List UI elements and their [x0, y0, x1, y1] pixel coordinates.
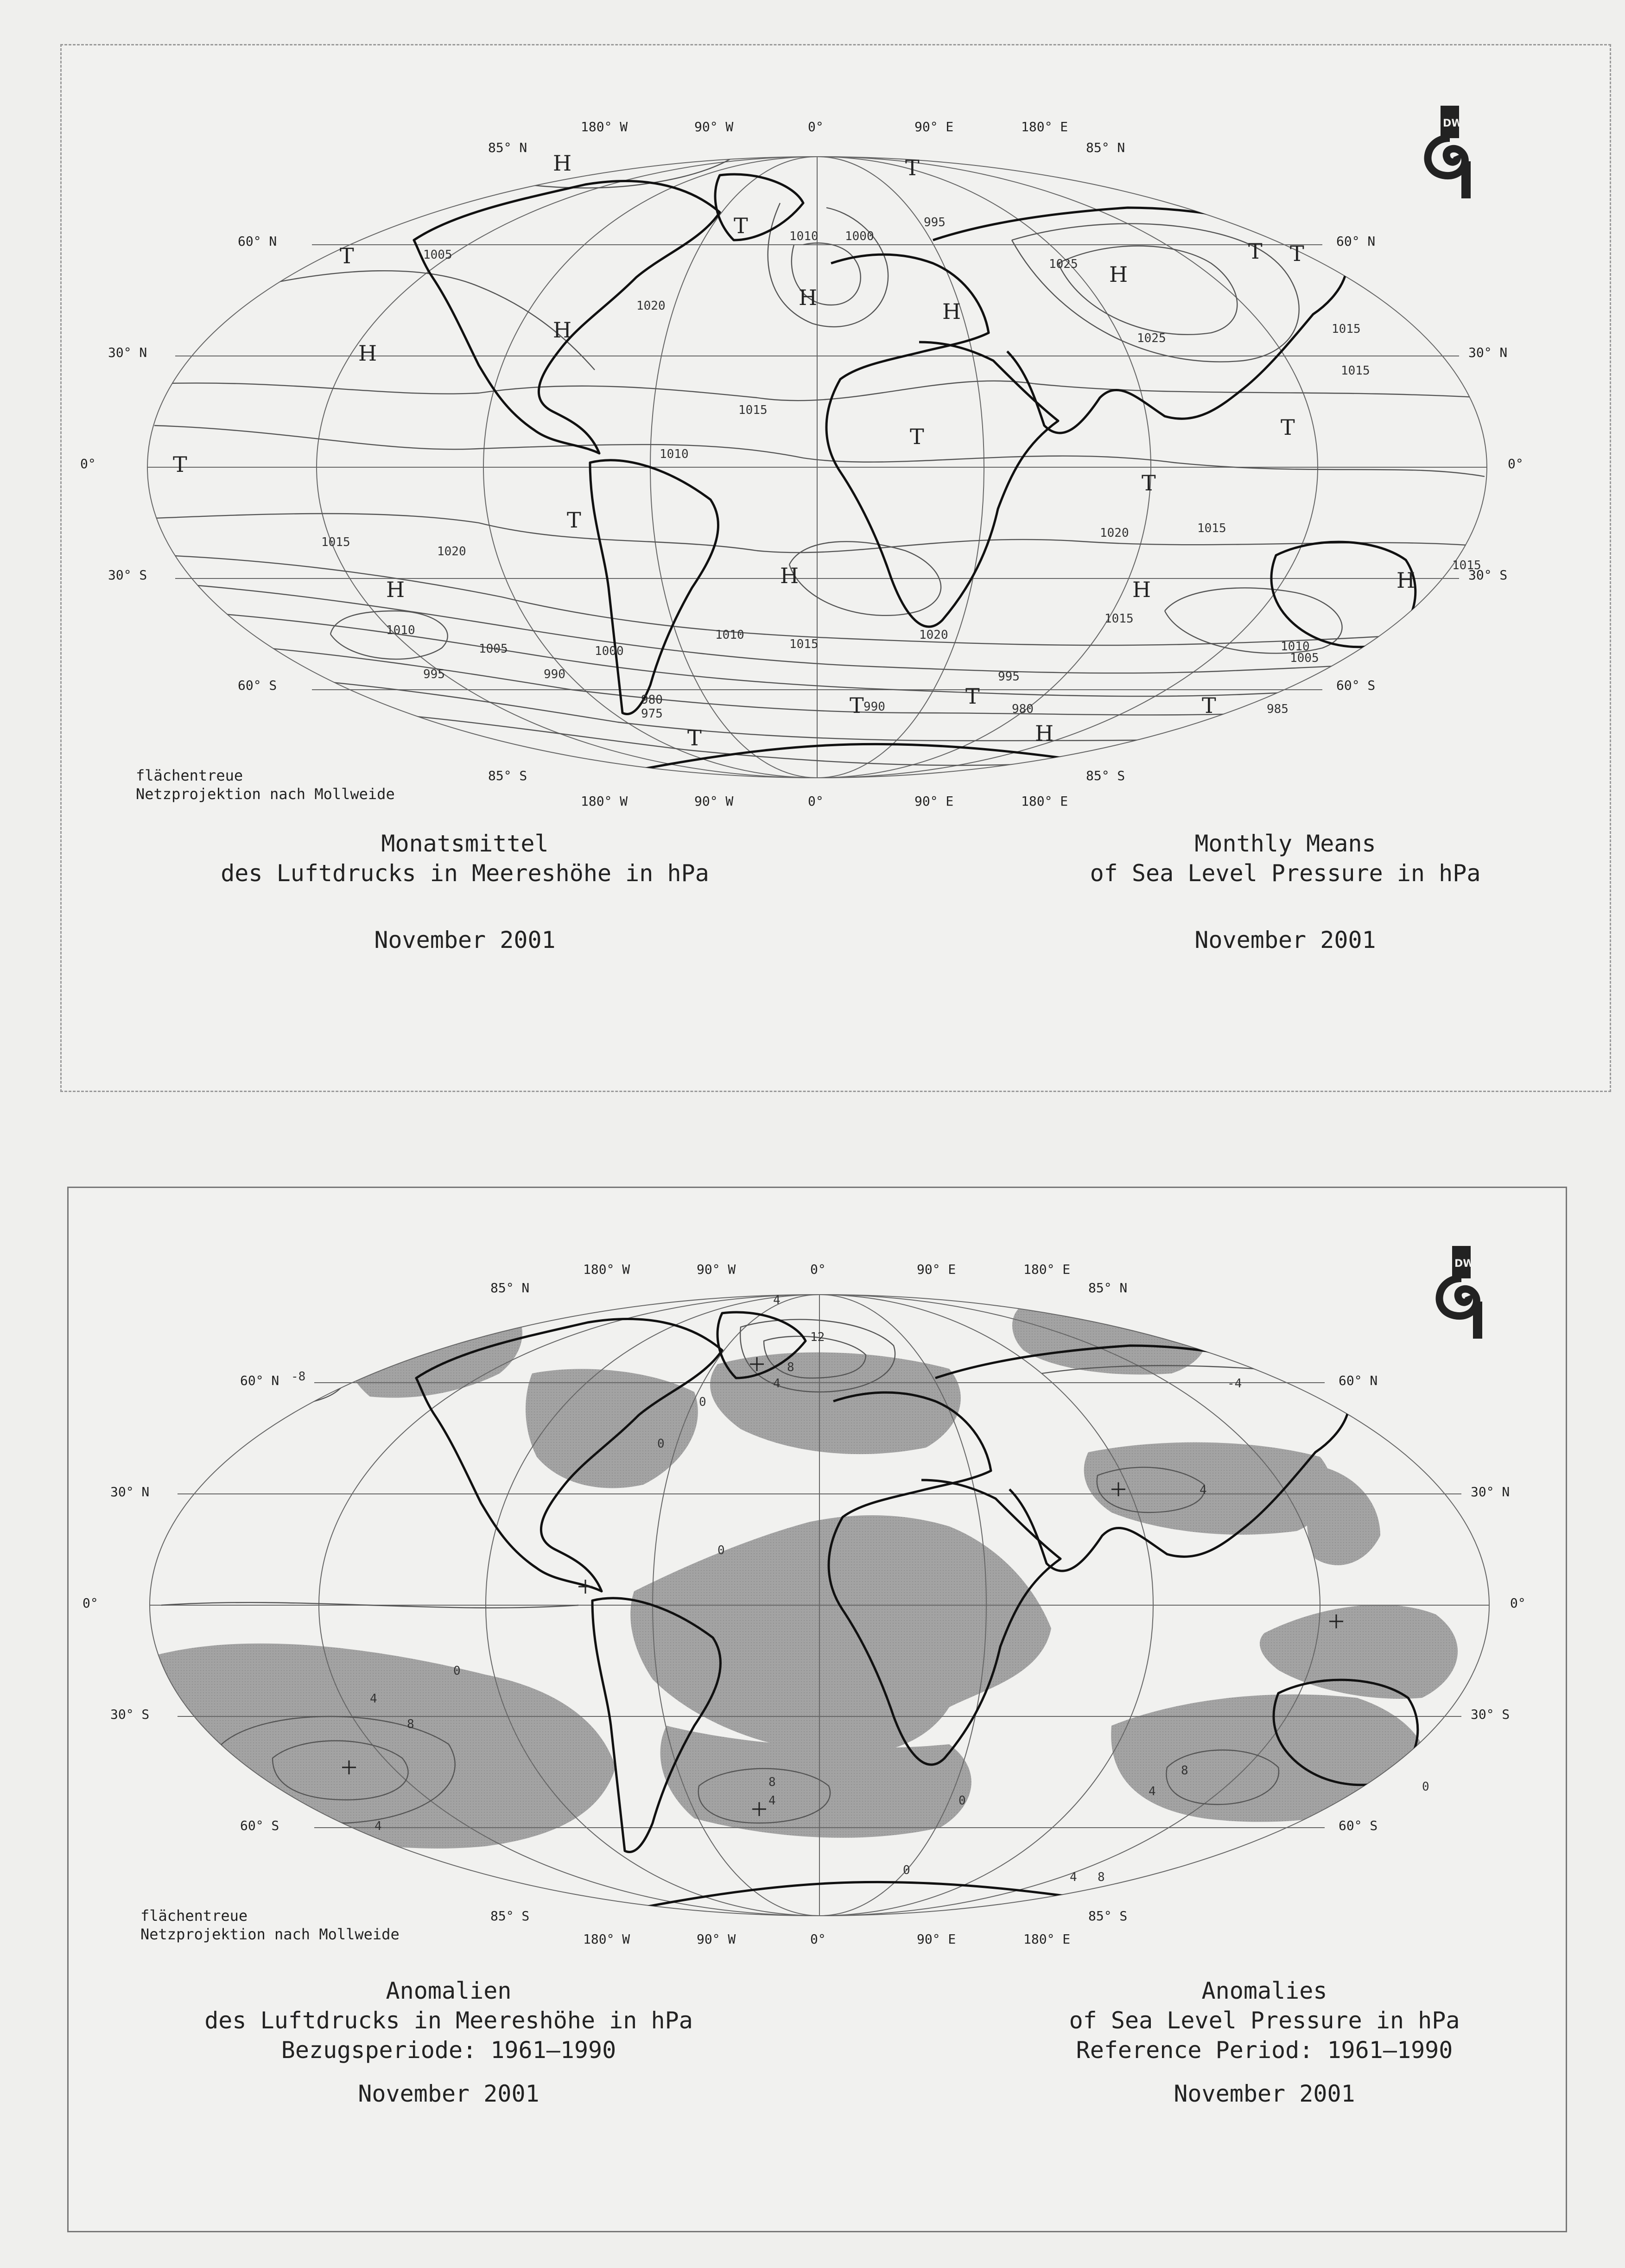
lat-label: 30° N	[1471, 1484, 1510, 1499]
high-center: H	[1132, 577, 1151, 602]
lat-label: 30° S	[1468, 567, 1508, 583]
anomaly-label: 4	[768, 1794, 776, 1808]
isobar-label: 1010	[789, 229, 819, 243]
dwd-logo	[1427, 1246, 1496, 1339]
low-center: T	[173, 452, 187, 477]
lat-label: 85° N	[1088, 1280, 1128, 1296]
low-center: T	[1281, 415, 1295, 440]
anomaly-label: 12	[810, 1330, 825, 1344]
anomaly-label: 8	[768, 1775, 776, 1789]
title-de-2: des Luftdrucks in Meereshöhe in hPa	[204, 2007, 693, 2034]
isobar-label: 1010	[386, 623, 415, 637]
isobar-label: 1015	[1341, 364, 1370, 378]
lon-label: 0°	[810, 1931, 826, 1947]
isobar-label: 1020	[437, 545, 466, 559]
title-de-2: des Luftdrucks in Meereshöhe in hPa	[221, 860, 709, 887]
lat-label: 85° S	[1088, 1908, 1128, 1924]
anomaly-label: 8	[407, 1717, 414, 1731]
lat-label: 0°	[1510, 1595, 1526, 1611]
lat-label: 85° N	[488, 140, 527, 155]
low-center: T	[905, 155, 920, 180]
positive-anomaly-shading	[151, 1299, 1458, 1849]
isobar-label: 995	[924, 216, 946, 229]
lon-label: 180° E	[1021, 119, 1068, 134]
lon-label: 180° E	[1023, 1931, 1071, 1947]
isobar-label: 1010	[715, 628, 744, 642]
title-de-1: Monatsmittel	[381, 830, 549, 857]
caption-en	[975, 829, 1596, 955]
lat-label: 0°	[1508, 456, 1523, 471]
isobar-label: 1020	[1100, 526, 1129, 540]
low-center: T	[850, 693, 864, 718]
isobar-label: 995	[998, 670, 1020, 684]
low-center: T	[1248, 239, 1263, 264]
anomaly-label: 0	[657, 1437, 665, 1451]
lat-label: 60° S	[1336, 678, 1376, 693]
date-de: November 2001	[358, 2080, 540, 2107]
anomaly-panel	[67, 1187, 1567, 2232]
logo-text: DWD	[1443, 118, 1471, 129]
caption-en	[954, 1976, 1575, 2109]
low-center: T	[1142, 470, 1156, 496]
lon-label: 90° E	[914, 794, 954, 809]
isobar-label: 1005	[423, 248, 452, 262]
lat-label: 60° N	[1336, 234, 1376, 249]
high-center: H	[1396, 568, 1416, 593]
anomaly-label: 0	[699, 1395, 706, 1409]
lon-label: 90° W	[694, 119, 734, 134]
lat-label: 0°	[80, 456, 96, 471]
low-center: T	[1202, 693, 1216, 718]
anomaly-label: 0	[453, 1664, 461, 1678]
lon-label: 180° W	[583, 1931, 630, 1947]
lat-label: 30° N	[110, 1484, 150, 1499]
lat-label: 85° S	[1086, 768, 1125, 783]
high-center: H	[553, 151, 572, 176]
isobar-label: 1015	[1104, 612, 1134, 626]
lon-label: 180° W	[581, 119, 628, 134]
anomaly-label: 8	[1181, 1764, 1188, 1778]
lat-label: 85° S	[488, 768, 527, 783]
anomaly-label: 4	[1149, 1785, 1156, 1798]
isobar-label: 1010	[1281, 640, 1310, 654]
isobar-label: 1025	[1137, 331, 1166, 345]
lon-label: 90° E	[914, 119, 954, 134]
isobar-label: 1015	[1197, 521, 1226, 535]
lat-label: 30° N	[1468, 345, 1508, 360]
title-en-2: of Sea Level Pressure in hPa	[1090, 860, 1481, 887]
lon-label: 0°	[808, 794, 824, 809]
lon-label: 0°	[810, 1262, 826, 1277]
anomaly-label: 4	[773, 1293, 781, 1307]
lat-label: 85° N	[1086, 140, 1125, 155]
title-de-1: Anomalien	[386, 1977, 512, 2004]
anomaly-label: 0	[903, 1863, 910, 1877]
logo-text: DWD	[1454, 1258, 1483, 1270]
isobar-label: 985	[1267, 702, 1289, 716]
isobar-label: 980	[1012, 702, 1034, 716]
isobar-labels	[321, 216, 1481, 721]
lat-label: 60° S	[240, 1818, 279, 1833]
lat-label: 60° N	[238, 234, 277, 249]
isobar-label: 975	[641, 707, 663, 721]
anomaly-label: 8	[787, 1360, 794, 1374]
anomaly-label: 4	[370, 1692, 377, 1706]
lon-label: 90° W	[694, 794, 734, 809]
isobar-label: 1020	[919, 628, 948, 642]
isobar-label: 990	[863, 700, 885, 714]
projection-note: flächentreue Netzprojektion nach Mollweide	[140, 1907, 400, 1943]
isobar-label: 1000	[845, 229, 874, 243]
date-en: November 2001	[1194, 927, 1376, 953]
high-center: H	[358, 341, 377, 366]
lat-label: 0°	[83, 1595, 98, 1611]
isobar-label: 1005	[1290, 651, 1319, 665]
lon-label: 90° E	[917, 1931, 956, 1947]
date-de: November 2001	[374, 927, 556, 953]
anomaly-label: -4	[1227, 1377, 1242, 1391]
high-center: H	[553, 318, 572, 343]
isobar-label: 1005	[479, 642, 508, 656]
anomaly-label: 0	[958, 1794, 966, 1808]
anomaly-label: 0	[717, 1544, 725, 1557]
low-center: T	[567, 508, 581, 533]
low-center: T	[1290, 241, 1304, 266]
isobar-label: 1015	[738, 403, 768, 417]
caption-de	[138, 1976, 759, 2109]
high-center: H	[799, 285, 818, 310]
lon-label: 0°	[808, 119, 824, 134]
lat-label: 60° N	[240, 1373, 279, 1388]
lon-label: 180° E	[1023, 1262, 1071, 1277]
lat-label: 60° N	[1339, 1373, 1378, 1388]
lat-label: 85° N	[490, 1280, 530, 1296]
low-center: T	[910, 424, 924, 449]
anomaly-label: -8	[291, 1370, 306, 1384]
low-center: T	[340, 243, 354, 268]
isobar-label: 1010	[660, 447, 689, 461]
date-en: November 2001	[1174, 2080, 1355, 2107]
anomaly-label: 0	[1422, 1780, 1429, 1794]
isobar-label: 980	[641, 693, 663, 707]
lat-label: 30° S	[108, 567, 147, 583]
low-center: T	[734, 213, 748, 238]
anomaly-label: 4	[1070, 1870, 1077, 1884]
lat-label: 30° N	[108, 345, 147, 360]
title-en-1: Anomalies	[1201, 1977, 1327, 2004]
lon-label: 90° W	[697, 1931, 736, 1947]
isobar-label: 995	[423, 667, 445, 681]
lon-label: 90° W	[697, 1262, 736, 1277]
lon-label: 90° E	[917, 1262, 956, 1277]
high-center: H	[1035, 721, 1054, 746]
lon-label: 180° W	[581, 794, 628, 809]
low-center: T	[687, 725, 702, 750]
isobar-label: 1015	[1332, 322, 1361, 336]
coastlines	[414, 174, 1416, 792]
high-center: H	[386, 577, 405, 602]
isobar-label: 1015	[321, 535, 350, 549]
high-center: H	[1109, 262, 1128, 287]
lat-label: 85° S	[490, 1908, 530, 1924]
lat-label: 30° S	[110, 1707, 150, 1722]
lat-label: 60° S	[238, 678, 277, 693]
isobar-label: 1015	[1452, 559, 1481, 572]
isobar-label: 990	[544, 667, 565, 681]
lat-label: 30° S	[1471, 1707, 1510, 1722]
anomaly-label: 4	[1200, 1483, 1207, 1497]
lat-label: 60° S	[1339, 1818, 1378, 1833]
high-center: H	[780, 563, 799, 588]
anomaly-label: 4	[773, 1377, 781, 1391]
projection-note: flächentreue Netzprojektion nach Mollweide	[136, 767, 395, 803]
plus-marker	[578, 1580, 592, 1594]
isobar-label: 1000	[595, 644, 624, 658]
isobar-label: 1020	[636, 299, 666, 313]
high-center: H	[942, 299, 961, 324]
title-de-3: Bezugsperiode: 1961–1990	[281, 2037, 616, 2064]
monthly-mean-panel	[60, 44, 1611, 1092]
dwd-logo	[1415, 106, 1485, 198]
lon-label: 180° W	[583, 1262, 630, 1277]
low-center: T	[965, 684, 980, 709]
isobar-label: 1015	[789, 637, 819, 651]
title-en-1: Monthly Means	[1194, 830, 1376, 857]
isobar-label: 1025	[1049, 257, 1078, 271]
anomaly-label: 4	[375, 1819, 382, 1833]
anomaly-label: 8	[1098, 1870, 1105, 1884]
caption-de	[154, 829, 775, 955]
title-en-2: of Sea Level Pressure in hPa	[1069, 2007, 1460, 2034]
lon-label: 180° E	[1021, 794, 1068, 809]
title-en-3: Reference Period: 1961–1990	[1076, 2037, 1453, 2064]
